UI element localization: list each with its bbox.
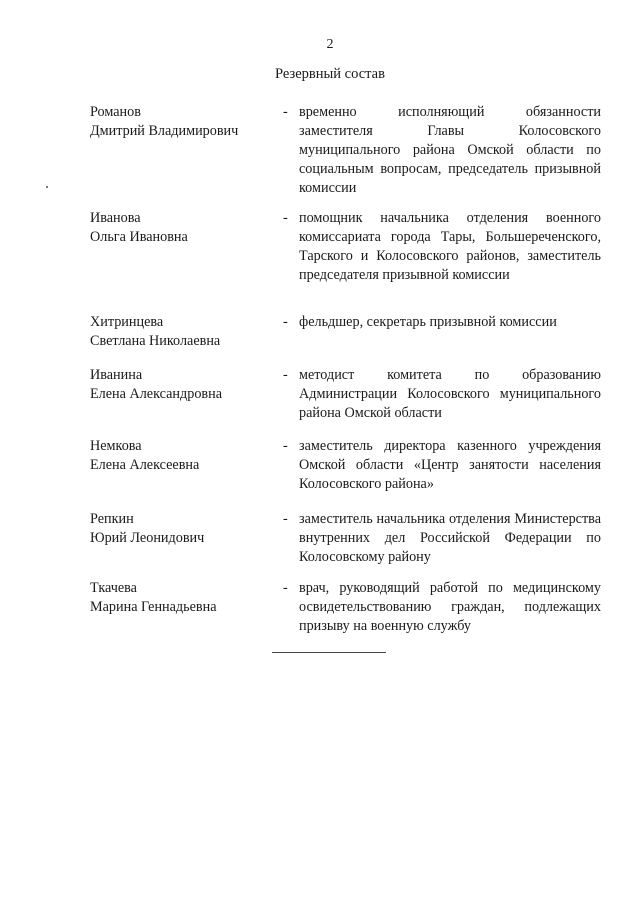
member-role: фельдшер, секретарь призывной комиссии [299, 314, 557, 330]
member-surname: Иванова [90, 210, 141, 226]
member-role: помощник начальника отделения военного комиссариата города Тары, Большереченского, Тарского и Колосовского районов, заместитель председателя призывной комиссии [299, 210, 601, 283]
section-title: Резервный состав [275, 66, 385, 82]
member-name [90, 579, 270, 617]
page-number: 2 [326, 37, 334, 52]
member-role: заместитель директора казенного учреждения Омской области «Центр занятости населения Колосовского района» [299, 438, 601, 492]
member-surname: Романов [90, 104, 141, 120]
member-name [90, 209, 270, 247]
member-surname: Репкин [90, 511, 134, 527]
member-surname: Хитринцева [90, 314, 164, 330]
member-given-names: Елена Александровна [90, 386, 222, 402]
member-given-names: Светлана Николаевна [90, 333, 221, 349]
scan-speck [46, 186, 48, 188]
member-name [90, 103, 270, 141]
dash-separator: - [283, 104, 288, 120]
member-name [90, 366, 270, 404]
member-role: временно исполняющий обязанности заместителя Главы Колосовского муниципального района Омской области по социальным вопросам, председатель призывной комиссии [299, 104, 601, 196]
member-role: заместитель начальника отделения Министерства внутренних дел Российской Федерации по Колосовскому району [299, 511, 601, 565]
dash-separator: - [283, 210, 288, 226]
member-given-names: Марина Геннадьевна [90, 599, 217, 615]
dash-separator: - [283, 438, 288, 454]
dash-separator: - [283, 511, 288, 527]
member-surname: Немкова [90, 438, 142, 454]
member-given-names: Елена Алексеевна [90, 457, 200, 473]
dash-separator: - [283, 580, 288, 596]
member-name [90, 510, 270, 548]
dash-separator: - [283, 367, 288, 383]
member-given-names: Юрий Леонидович [90, 530, 205, 546]
member-given-names: Ольга Ивановна [90, 229, 188, 245]
member-role: методист комитета по образованию Администрации Колосовского муниципального района Омской области [299, 367, 601, 421]
dash-separator: - [283, 314, 288, 330]
member-name [90, 437, 270, 475]
end-of-document-rule [272, 652, 386, 653]
member-name [90, 313, 270, 351]
member-role: врач, руководящий работой по медицинскому освидетельствованию граждан, подлежащих призыву на военную службу [299, 580, 601, 634]
member-surname: Ткачева [90, 580, 137, 596]
member-surname: Иванина [90, 367, 143, 383]
member-given-names: Дмитрий Владимирович [90, 123, 239, 139]
